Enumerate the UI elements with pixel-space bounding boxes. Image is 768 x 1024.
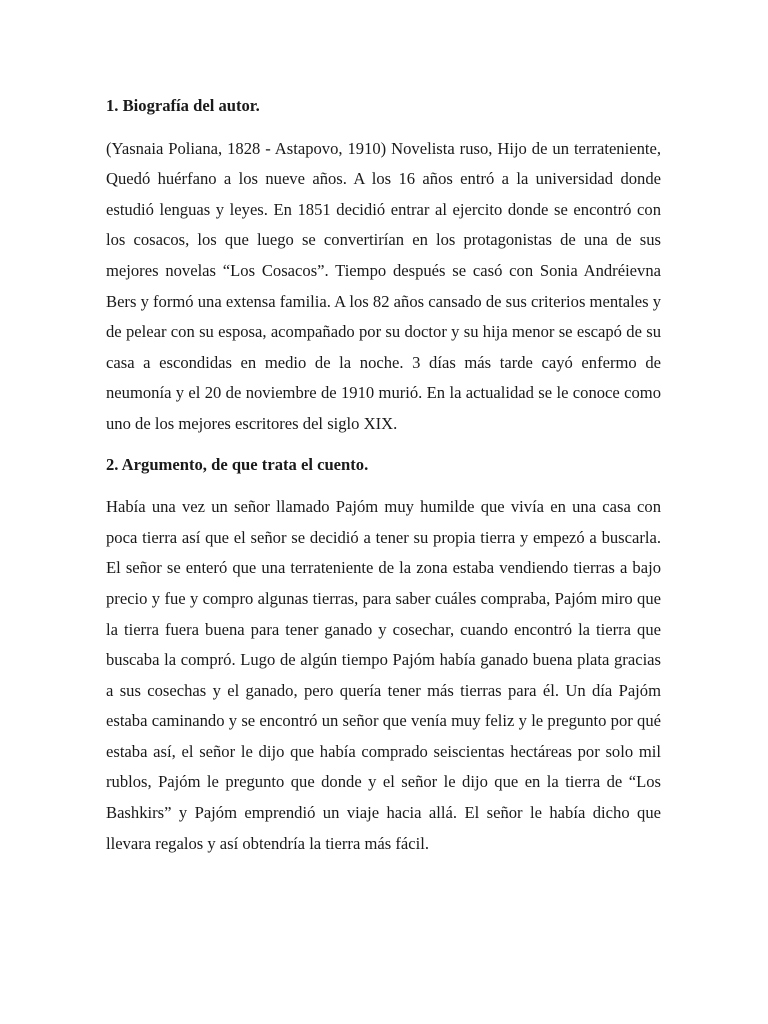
section-plot <box>106 450 661 860</box>
section-heading-biography: 1. Biografía del autor. <box>106 96 260 115</box>
biography-paragraph: (Yasnaia Poliana, 1828 - Astapovo, 1910) Novelista ruso, Hijo de un terrateniente, Quedó huérfano a los nueve años. A los 16 años entró a la universidad donde estudió lenguas y leyes. En 1851 decidió entrar al ejercito donde se encontró con los cosacos, los que luego se convertirían en los protagonistas de una de sus mejores novelas “Los Cosacos”. Tiempo después se casó con Sonia Andréievna Bers y formó una extensa familia. A los 82 años cansado de sus criterios mentales y de pelear con su esposa, acompañado por su doctor y su hija menor se escapó de su casa a escondidas en medio de la noche. 3 días más tarde cayó enfermo de neumonía y el 20 de noviembre de 1910 murió. En la actualidad se le conoce como uno de los mejores escritores del siglo XIX. <box>106 138 661 433</box>
document-page <box>106 91 661 869</box>
plot-paragraph: Había una vez un señor llamado Pajóm muy humilde que vivía en una casa con poca tierra así que el señor se decidió a tener su propia tierra y empezó a buscarla. El señor se enteró que una terrateniente de la zona estaba vendiendo tierras a bajo precio y fue y compro algunas tierras, para saber cuáles compraba, Pajóm miro que la tierra fuera buena para tener ganado y cosechar, cuando encontró la tierra que buscaba la compró. Lugo de algún tiempo Pajóm había ganado buena plata gracias a sus cosechas y el ganado, pero quería tener más tierras para él. Un día Pajóm estaba caminando y se encontró un señor que venía muy feliz y le pregunto por qué estaba así, el señor le dijo que había comprado seiscientas hectáreas por solo mil rublos, Pajóm le pregunto que donde y el señor le dijo que en la tierra de “Los Bashkirs” y Pajóm emprendió un viaje hacia allá. El señor le había dicho que llevara regalos y así obtendría la tierra más fácil. <box>106 497 661 853</box>
section-heading-plot: 2. Argumento, de que trata el cuento. <box>106 454 369 474</box>
section-biography <box>106 91 661 440</box>
